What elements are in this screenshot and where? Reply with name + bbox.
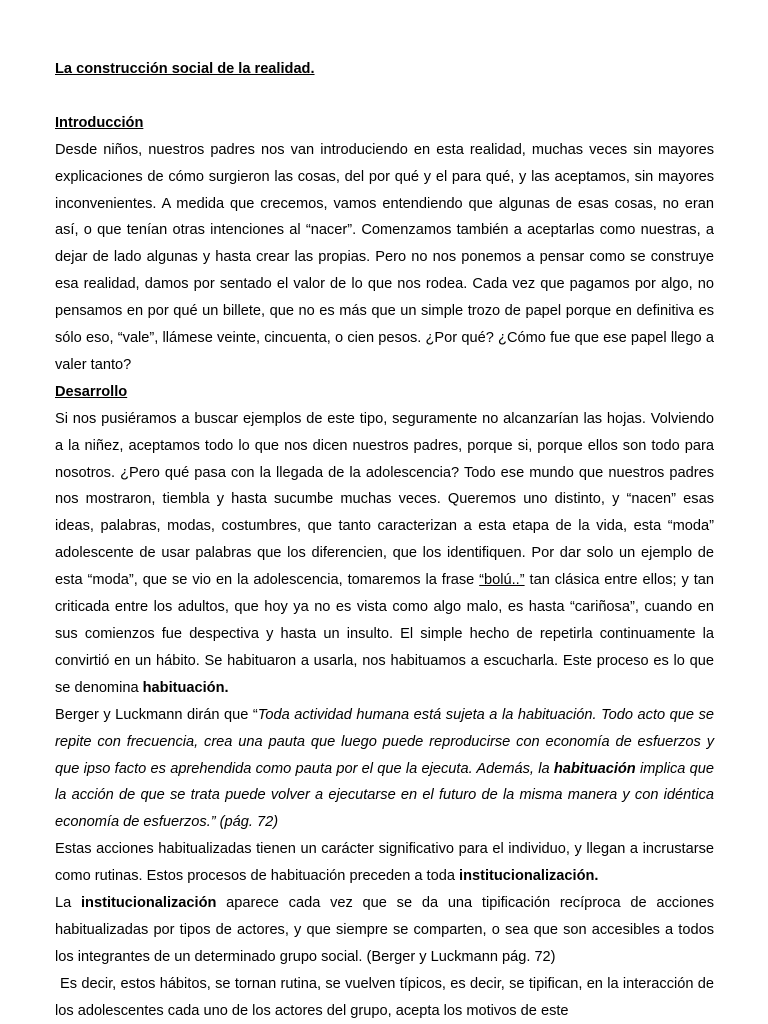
term-institucionalizacion-2: institucionalización [81, 895, 217, 912]
development-paragraph-1 [55, 406, 714, 702]
document-title: La construcción social de la realidad. [55, 61, 315, 77]
development-paragraph-4 [55, 890, 714, 971]
document-body [55, 56, 714, 1024]
dev-p1-text-a: Si nos pusiéramos a buscar ejemplos de este tipo, seguramente no alcanzarían las hojas. Volviendo a la niñez, aceptamos todo lo que nos dicen nuestros padres, porque si, porque ellos son todo para nosotros. ¿Pero qué pasa con la llegada de la adolescencia? Todo ese mundo que nuestros padres nos mostraron, tiembla y hasta sucumbe muchas veces. Queremos uno distinto, y “nacen” esas ideas, palabras, modas, costumbres, que tanto caracterizan a esta etapa de la vida, esta “moda” adolescente de usar palabras que los diferencien, que los identifiquen. Por dar solo un ejemplo de esta “moda”, que se vio en la adolescencia, tomaremos la frase [55, 410, 714, 589]
development-paragraph-3 [55, 836, 714, 890]
dev-p2-lead: Berger y Luckmann dirán que “ [55, 706, 258, 723]
citation-b: implica que la acción de que se trata puede volver a ejecutarse en el futuro de la misma manera y con idéntica economía de esfuerzos.” (pág. 72) [55, 760, 714, 831]
dev-p4-lead: La [55, 895, 81, 912]
dev-p1-text-b: tan clásica entre ellos; y tan criticada entre los adultos, que hoy ya no es vista como algo malo, es hasta “cariñosa”, cuando en sus comienzos fue despectiva y hasta un insulto. El simple hecho de repetirla continuamente la convirtió en un hábito. Se habituaron a usarla, nos habituamos a escucharla. Este proceso es lo que se denomina [55, 572, 714, 696]
term-institucionalizacion: institucionalización. [459, 868, 599, 885]
dev-p4-rest: aparece cada vez que se da una tipificación recíproca de acciones habitualizadas por tipos de actores, y que siempre se comparten, o sea que son accesibles a todos los integrantes de un determinado grupo social. (Berger y Luckmann pág. 72) [55, 895, 714, 965]
dev-p3-text: Estas acciones habitualizadas tienen un carácter significativo para el individuo, y llegan a incrustarse como rutinas. Estos procesos de habituación preceden a toda [55, 841, 714, 885]
development-heading: Desarrollo [55, 383, 128, 400]
term-habituacion: habituación. [142, 679, 229, 696]
quoted-word: “bolú..” [479, 572, 525, 589]
citation-a: Toda actividad humana está sujeta a la habituación. Todo acto que se repite con frecuencia, crea una pauta que luego puede reproducirse con economía de esfuerzos y que ipso facto es aprehendida como pauta por el que la ejecuta. Además, la [55, 706, 714, 777]
development-paragraph-2 [55, 702, 714, 837]
citation-term: habituación [553, 760, 636, 777]
development-paragraph-5: Es decir, estos hábitos, se tornan rutina, se vuelven típicos, es decir, se tipifican, en la interacción de los adolescentes cada uno de los actores del grupo, acepta los motivos de este [55, 975, 714, 1019]
intro-heading: Introducción [55, 114, 144, 131]
intro-paragraph: Desde niños, nuestros padres nos van introduciendo en esta realidad, muchas veces sin mayores explicaciones de cómo surgieron las cosas, del por qué y el para qué, y las aceptamos, sin mayores inconvenientes. A medida que crecemos, vamos entendiendo que algunas de esas cosas, no eran así, o que tenían otras intenciones al “nacer”. Comenzamos también a aceptarlas como nuestras, a dejar de lado algunas y hasta crear las propias. Pero no nos ponemos a pensar como se construye esa realidad, damos por sentado el valor de lo que nos rodea. Cada vez que pagamos por algo, no pensamos en por qué un billete, que no es más que un simple trozo de papel porque en definitiva es sólo eso, “vale”, llámese veinte, cincuenta, o cien pesos. ¿Por qué? ¿Cómo fue que ese papel llego a valer tanto? [55, 141, 714, 373]
